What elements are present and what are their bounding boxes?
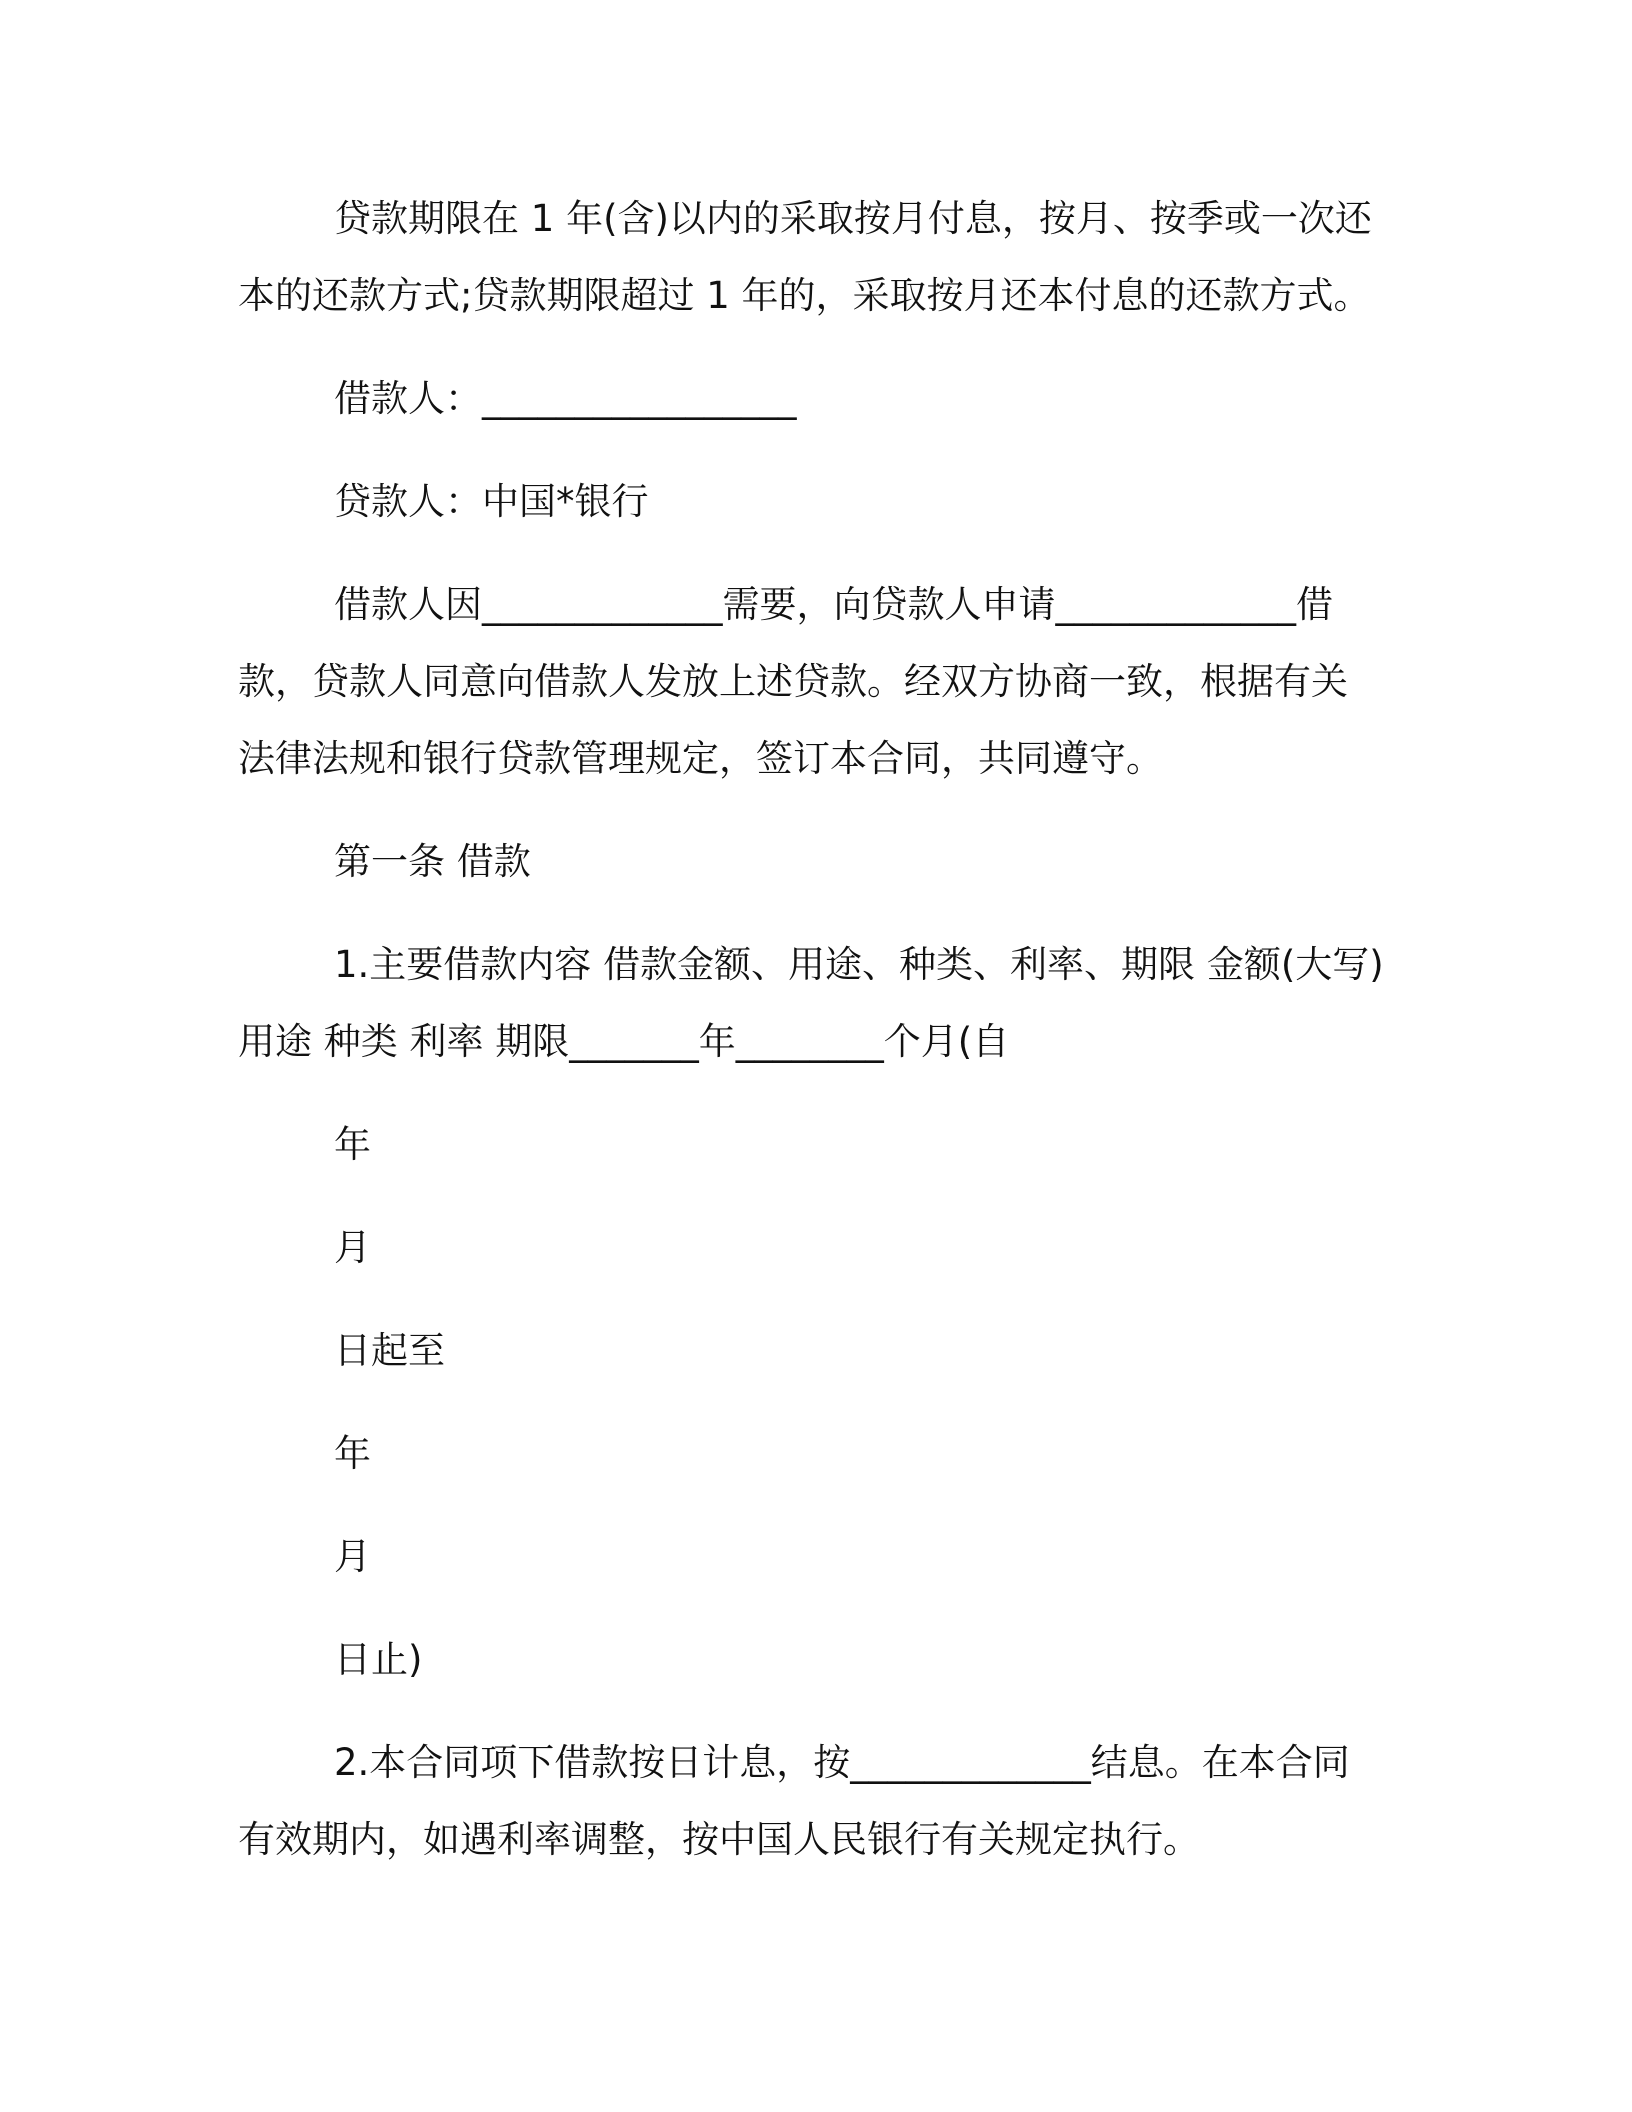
lender-field: 贷款人：中国*银行 [334,480,649,523]
date-fragment-year-end: 年 [334,1432,371,1475]
paragraph-intro-line-1: 借款人因_____________需要，向贷款人申请_____________借 [334,583,1333,626]
item-1-line-1: 1.主要借款内容 借款金额、用途、种类、利率、期限 金额(大写) [334,943,1384,986]
date-fragment-day-start: 日起至 [334,1329,445,1372]
paragraph-intro-line-3: 法律法规和银行贷款管理规定，签订本合同，共同遵守。 [238,737,1163,780]
item-2-line-1: 2.本合同项下借款按日计息，按_____________结息。在本合同 [334,1741,1350,1784]
paragraph-repayment-line-1: 贷款期限在 1 年(含)以内的采取按月付息，按月、按季或一次还 [334,197,1372,240]
date-fragment-year-start: 年 [334,1123,371,1166]
date-fragment-month-start: 月 [334,1226,371,1269]
paragraph-intro-line-2: 款，贷款人同意向借款人发放上述贷款。经双方协商一致，根据有关 [238,660,1348,703]
paragraph-repayment-line-2: 本的还款方式;贷款期限超过 1 年的，采取按月还本付息的还款方式。 [238,274,1371,317]
date-fragment-day-end: 日止) [334,1638,423,1681]
date-fragment-month-end: 月 [334,1535,371,1578]
article-1-heading: 第一条 借款 [334,840,531,883]
borrower-field: 借款人：_________________ [334,377,797,420]
item-2-line-2: 有效期内，如遇利率调整，按中国人民银行有关规定执行。 [238,1818,1200,1861]
item-1-line-2: 用途 种类 利率 期限_______年________个月(自 [238,1020,1010,1063]
